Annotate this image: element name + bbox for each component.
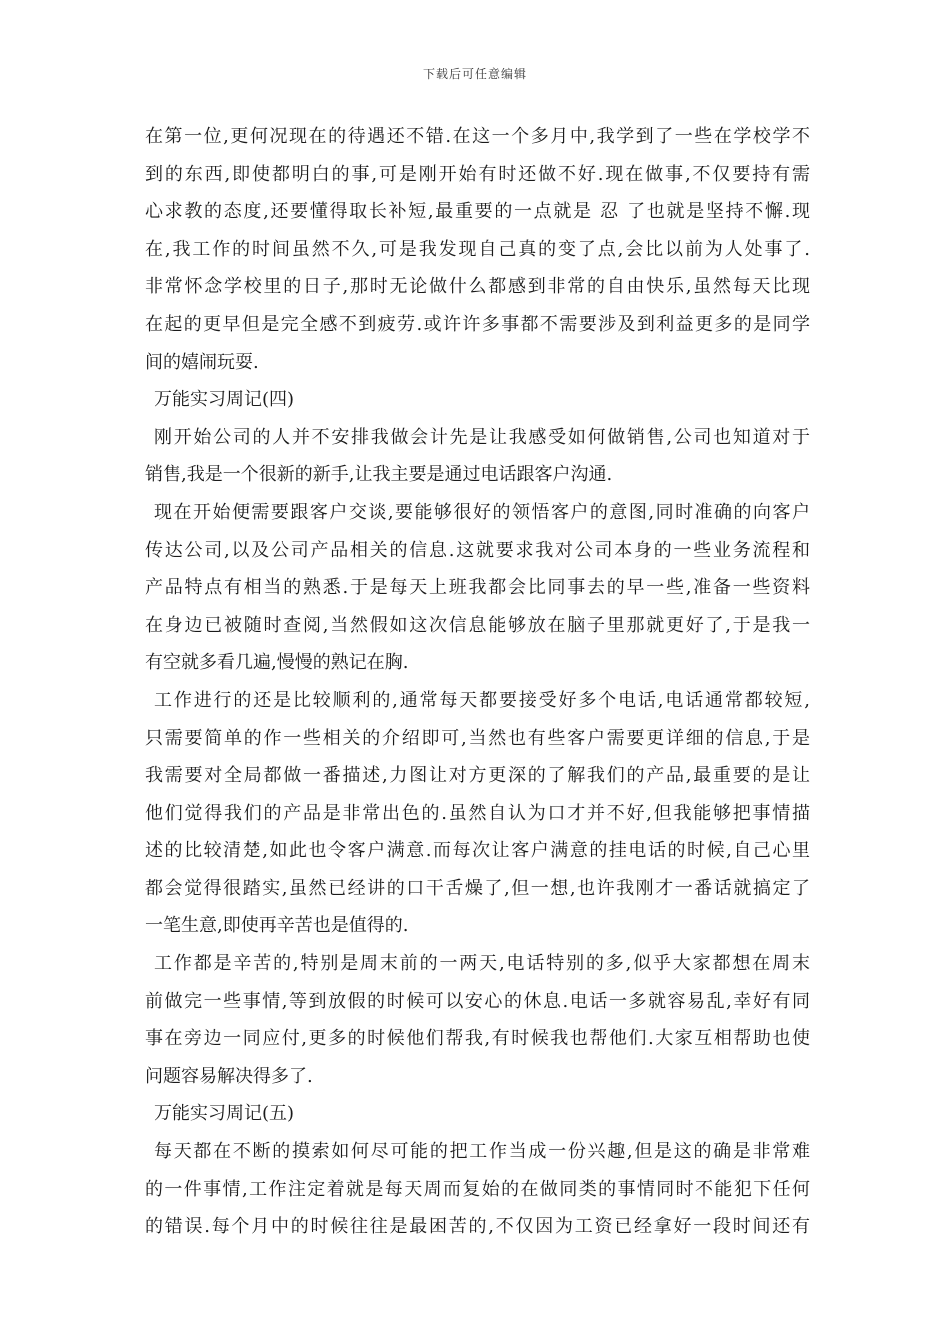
document-body bbox=[145, 118, 810, 1246]
text-line: 只需要简单的作一些相关的介绍即可,当然也有些客户需要更详细的信息,于是 bbox=[145, 727, 810, 749]
text-line: 问题容易解决得多了. bbox=[145, 1065, 313, 1087]
page-header: 下载后可任意编辑 bbox=[422, 67, 527, 81]
text-line: 都会觉得很踏实,虽然已经讲的口干舌燥了,但一想,也许我刚才一番话就搞定了 bbox=[145, 877, 810, 899]
text-line: 在身边已被随时查阅,当然假如这次信息能够放在脑子里那就更好了,于是我一 bbox=[145, 614, 810, 636]
text-line: 非常怀念学校里的日子,那时无论做什么都感到非常的自由快乐,虽然每天比现 bbox=[145, 276, 810, 298]
text-line: 现在开始便需要跟客户交谈,要能够很好的领悟客户的意图,同时准确的向客户 bbox=[154, 501, 810, 523]
text-line: 刚开始公司的人并不安排我做会计先是让我感受如何做销售,公司也知道对于 bbox=[154, 426, 810, 448]
text-line: 我需要对全局都做一番描述,力图让对方更深的了解我们的产品,最重要的是让 bbox=[145, 765, 810, 787]
text-line: 每天都在不断的摸索如何尽可能的把工作当成一份兴趣,但是这的确是非常难 bbox=[154, 1141, 810, 1163]
text-line: 在第一位,更何况现在的待遇还不错.在这一个多月中,我学到了一些在学校学不 bbox=[145, 126, 810, 147]
text-line: 的错误.每个月中的时候往往是最困苦的,不仅因为工资已经拿好一段时间还有 bbox=[145, 1216, 810, 1238]
text-line: 在起的更早但是完全感不到疲劳.或许许多事都不需要涉及到利益更多的是同学 bbox=[145, 313, 810, 335]
text-line: 万能实习周记(五) bbox=[154, 1103, 295, 1125]
text-line: 销售,我是一个很新的新手,让我主要是通过电话跟客户沟通. bbox=[145, 464, 613, 486]
text-line: 间的嬉闹玩耍. bbox=[145, 351, 259, 373]
text-line: 他们觉得我们的产品是非常出色的.虽然自认为口才并不好,但我能够把事情描 bbox=[145, 802, 810, 824]
text-line: 传达公司,以及公司产品相关的信息.这就要求我对公司本身的一些业务流程和 bbox=[145, 539, 810, 561]
text-line: 工作进行的还是比较顺利的,通常每天都要接受好多个电话,电话通常都较短, bbox=[154, 689, 810, 711]
text-line: 一笔生意,即使再辛苦也是值得的. bbox=[145, 915, 409, 937]
text-line: 在,我工作的时间虽然不久,可是我发现自己真的变了点,会比以前为人处事了. bbox=[145, 238, 810, 260]
text-line: 的一件事情,工作注定着就是每天周而复始的在做同类的事情同时不能犯下任何 bbox=[145, 1178, 810, 1200]
text-line: 述的比较清楚,如此也令客户满意.而每次让客户满意的挂电话的时候,自己心里 bbox=[145, 840, 810, 862]
text-line: 工作都是辛苦的,特别是周末前的一两天,电话特别的多,似乎大家都想在周末 bbox=[154, 953, 810, 975]
text-line: 到的东西,即使都明白的事,可是刚开始有时还做不好.现在做事,不仅要持有需 bbox=[145, 163, 810, 185]
text-line: 心求教的态度,还要懂得取长补短,最重要的一点就是 忍 了也就是坚持不懈.现 bbox=[145, 201, 810, 223]
text-line: 前做完一些事情,等到放假的时候可以安心的休息.电话一多就容易乱,幸好有同 bbox=[145, 990, 810, 1012]
text-line: 万能实习周记(四) bbox=[154, 389, 295, 411]
text-line: 事在旁边一同应付,更多的时候他们帮我,有时候我也帮他们.大家互相帮助也使 bbox=[145, 1028, 810, 1050]
text-line: 有空就多看几遍,慢慢的熟记在胸. bbox=[145, 652, 409, 674]
text-line: 产品特点有相当的熟悉.于是每天上班我都会比同事去的早一些,准备一些资料 bbox=[145, 577, 810, 599]
